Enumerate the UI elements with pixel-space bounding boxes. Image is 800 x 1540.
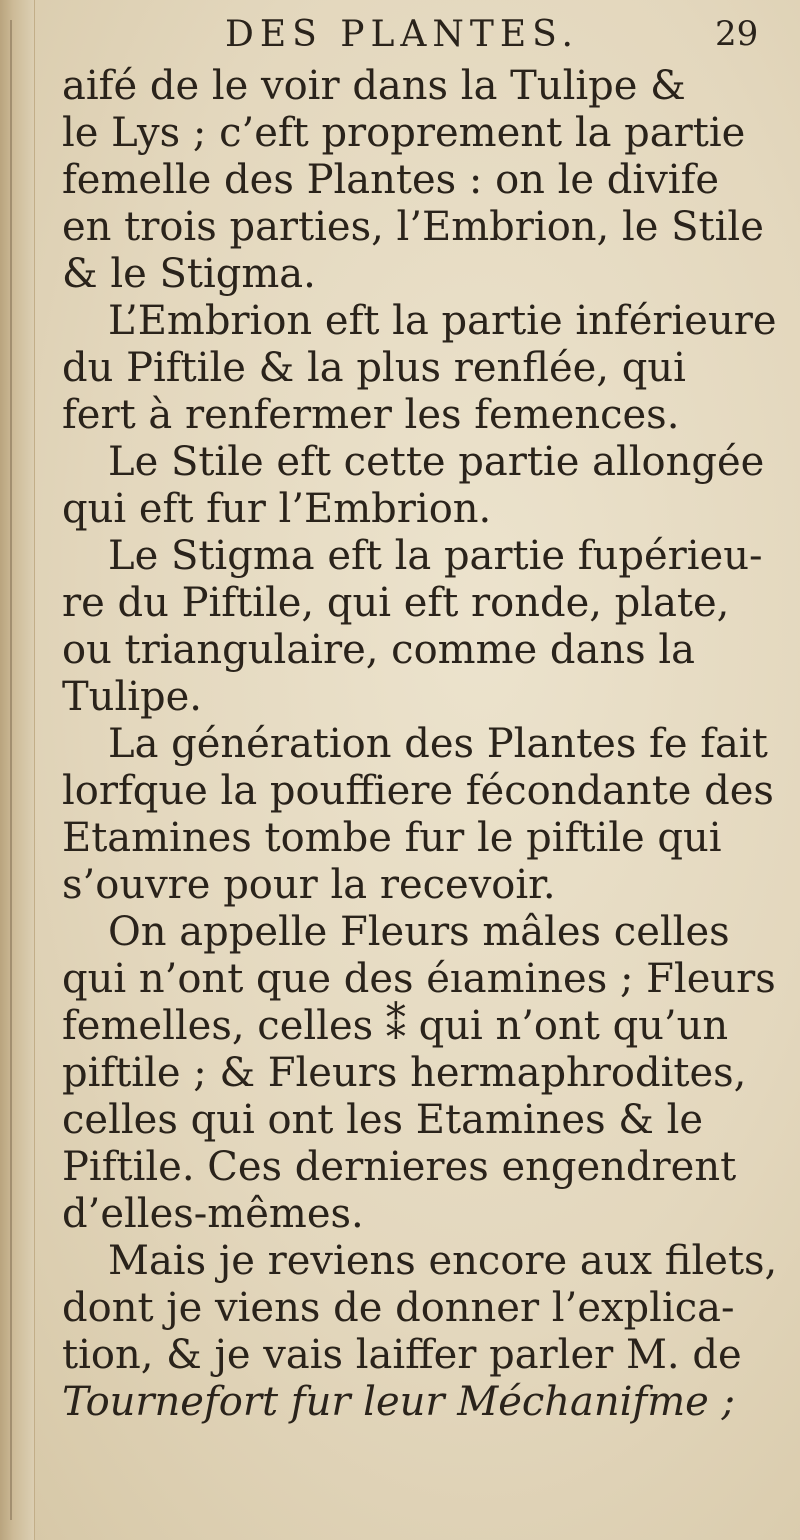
- text-line: aifé de le voir dans la Tulipe &: [62, 63, 686, 109]
- text-line: Le Stigma eft la partie fupérieu-: [108, 533, 763, 579]
- page-number: 29: [715, 14, 759, 54]
- text-line: d’elles-mêmes.: [62, 1191, 364, 1237]
- gutter-shadow-line: [10, 20, 12, 1520]
- running-head: [0, 14, 800, 62]
- text-line: celles qui ont les Etamines & le: [62, 1097, 704, 1143]
- text-line: Le Stile eft cette partie allongée: [108, 439, 765, 485]
- text-line: Tulipe.: [62, 674, 203, 720]
- running-title: DES PLANTES.: [225, 14, 579, 55]
- text-line: L’Embrion eft la partie inférieure: [108, 298, 777, 344]
- page-gutter: [0, 0, 35, 1540]
- text-line: qui eft fur l’Embrion.: [62, 486, 492, 532]
- text-line: ou triangulaire, comme dans la: [62, 627, 696, 673]
- text-line: qui n’ont que des éıamines ; Fleurs: [62, 956, 776, 1002]
- text-line: le Lys ; c’eft proprement la partie: [62, 110, 746, 156]
- text-line: du Piftile & la plus renflée, qui: [62, 345, 686, 391]
- text-line: tion, & je vais laiffer parler M. de: [62, 1332, 742, 1378]
- text-line: On appelle Fleurs mâles celles: [108, 909, 730, 955]
- text-line: Etamines tombe fur le piftile qui: [62, 815, 722, 861]
- text-line: femelles, celles ⁑ qui n’ont qu’un: [62, 1003, 729, 1049]
- text-line: re du Piftile, qui eft ronde, plate,: [62, 580, 730, 626]
- text-line: Tournefort fur leur Méchanifme ;: [62, 1379, 736, 1425]
- text-line: s’ouvre pour la recevoir.: [62, 862, 556, 908]
- text-line: fert à renfermer les femences.: [62, 392, 680, 438]
- text-line: piftile ; & Fleurs hermaphrodites,: [62, 1050, 747, 1096]
- text-line: Piftile. Ces dernieres engendrent: [62, 1144, 737, 1190]
- text-line: en trois parties, l’Embrion, le Stile: [62, 204, 764, 250]
- text-line: femelle des Plantes : on le divife: [62, 157, 720, 203]
- text-line: Mais je reviens encore aux filets,: [108, 1238, 778, 1284]
- text-line: lorfque la pouffiere fécondante des: [62, 768, 774, 814]
- text-line: La génération des Plantes fe fait: [108, 721, 768, 767]
- text-line: dont je viens de donner l’explica-: [62, 1285, 735, 1331]
- text-line: & le Stigma.: [62, 251, 316, 297]
